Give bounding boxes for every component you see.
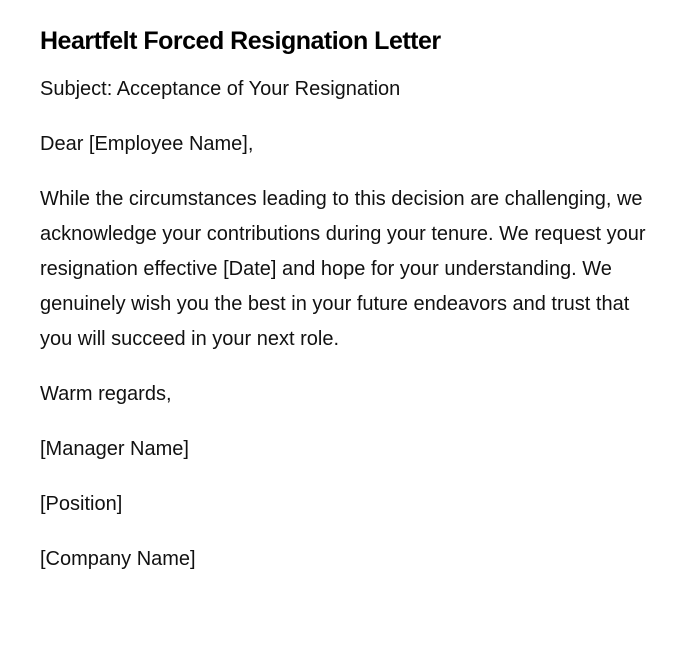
closing: Warm regards, (40, 383, 172, 405)
letter-body: While the circumstances leading to this decision are challenging, we acknowledge your contributions during your tenure. We request your resignation effective [Date] and hope for your understanding. We genuinely wish you the best in your future endeavors and trust that you will succeed in your next role. (40, 188, 646, 350)
salutation: Dear [Employee Name], (40, 133, 254, 155)
position: [Position] (40, 493, 123, 515)
company-name: [Company Name] (40, 548, 196, 570)
page-title: Heartfelt Forced Resignation Letter (40, 27, 441, 55)
subject-line: Subject: Acceptance of Your Resignation (40, 78, 401, 100)
manager-name: [Manager Name] (40, 438, 189, 460)
